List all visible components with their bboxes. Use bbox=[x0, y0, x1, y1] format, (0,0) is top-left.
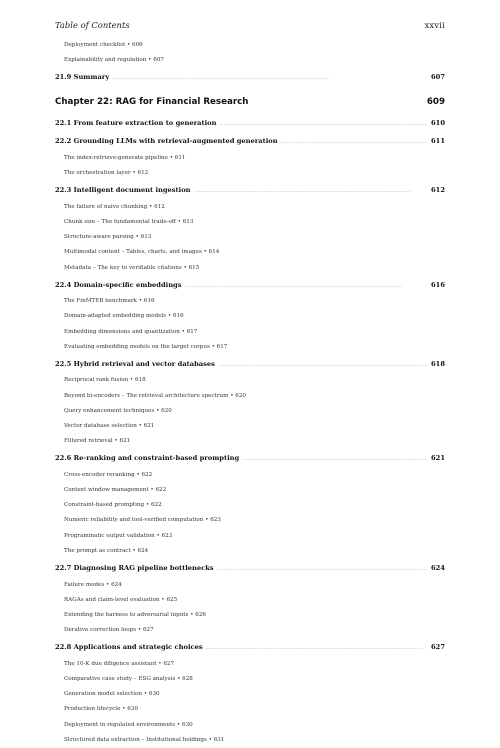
dot-leader bbox=[218, 356, 428, 374]
toc-subentry[interactable] bbox=[55, 309, 445, 324]
toc-section-entry[interactable] bbox=[55, 133, 445, 151]
toc-chapter-entry[interactable] bbox=[55, 91, 445, 113]
toc-section-entry[interactable] bbox=[55, 560, 445, 578]
toc-section-entry[interactable] bbox=[55, 450, 445, 468]
toc-subentry[interactable] bbox=[55, 404, 445, 419]
toc-subentry-text: Filtered retrieval • 621 bbox=[64, 438, 131, 445]
toc-subentry-text: Multimodal content – Tables, charts, and images • 614 bbox=[64, 249, 220, 256]
toc-section-title: 22.3 Intelligent document ingestion bbox=[55, 186, 191, 195]
toc-section-entry[interactable] bbox=[55, 639, 445, 657]
toc-subentry-text: Deployment checklist • 606 bbox=[64, 42, 143, 48]
toc-subentry-text: Domain-adapted embedding models • 616 bbox=[64, 313, 184, 320]
toc-subentry-text: Generation model selection • 630 bbox=[64, 691, 160, 698]
toc-subentry-text: Production lifecycle • 630 bbox=[64, 706, 138, 713]
toc-subentry-text: The orchestration layer • 612 bbox=[64, 170, 149, 177]
toc-subentry-text: Context window management • 622 bbox=[64, 487, 167, 494]
toc-section-title: 22.4 Domain-specific embeddings bbox=[55, 280, 182, 289]
toc-section-entry[interactable] bbox=[55, 356, 445, 374]
toc-subentry[interactable] bbox=[55, 483, 445, 498]
toc-section-title: 22.8 Applications and strategic choices bbox=[55, 643, 203, 652]
toc-subentry[interactable] bbox=[55, 200, 445, 215]
toc-subentry[interactable] bbox=[55, 529, 445, 544]
toc-section-title: 22.5 Hybrid retrieval and vector databases bbox=[55, 359, 215, 368]
toc-subentry-text: Cross-encoder reranking • 622 bbox=[64, 471, 153, 478]
toc-section-entry[interactable] bbox=[55, 115, 445, 133]
toc-subentry[interactable] bbox=[55, 513, 445, 528]
toc-subentry-text: Explainability and regulation • 607 bbox=[64, 57, 164, 64]
toc-section-page: 621 bbox=[431, 454, 445, 463]
toc-subentry-text: Chunk size – The fundamental trade-off • 613 bbox=[64, 218, 194, 225]
toc-subentry[interactable] bbox=[55, 593, 445, 608]
toc-subentry-text: Numeric reliability and tool-verified computation • 623 bbox=[64, 517, 221, 524]
toc-chapter-title: Chapter 22: RAG for Financial Research bbox=[55, 96, 249, 107]
toc-section-entry[interactable] bbox=[55, 69, 445, 87]
toc-subentry-text: Iterative correction loops • 627 bbox=[64, 627, 154, 634]
toc-section-page: 610 bbox=[431, 118, 445, 127]
toc-section-page: 618 bbox=[431, 359, 445, 368]
toc-subentry[interactable] bbox=[55, 325, 445, 340]
toc-subentry-text: The prompt as contract • 624 bbox=[64, 547, 149, 554]
dot-leader bbox=[217, 560, 428, 578]
toc-subentry[interactable] bbox=[55, 215, 445, 230]
toc-section-page: 624 bbox=[431, 564, 445, 572]
toc-subentry-text: The FinMTEB benchmark • 616 bbox=[64, 298, 155, 305]
toc-subentry-text: Structure-aware parsing • 613 bbox=[64, 234, 152, 241]
toc-subentry[interactable] bbox=[55, 245, 445, 260]
toc-section-title: 22.7 Diagnosing RAG pipeline bottlenecks bbox=[55, 564, 214, 572]
toc-subentry-text: Evaluating embedding models on the target corpus • 617 bbox=[64, 343, 228, 350]
toc-subentry-text: Deployment in regulated environments • 630 bbox=[64, 721, 193, 728]
running-header-title: Table of Contents bbox=[55, 20, 130, 30]
toc-subentry[interactable] bbox=[55, 672, 445, 687]
toc-subentry[interactable] bbox=[55, 373, 445, 388]
toc-subentry-text: Failure modes • 624 bbox=[64, 581, 122, 588]
toc-section-page: 607 bbox=[431, 73, 445, 82]
toc-subentry[interactable] bbox=[55, 578, 445, 593]
toc-subentry[interactable] bbox=[55, 702, 445, 717]
toc-subentry[interactable] bbox=[55, 340, 445, 355]
toc-subentry[interactable] bbox=[55, 657, 445, 672]
toc-subentry[interactable] bbox=[55, 166, 445, 181]
toc-section-title: 21.9 Summary bbox=[55, 73, 110, 82]
dot-leader bbox=[194, 182, 429, 200]
toc-subentry-text: Reciprocal rank fusion • 618 bbox=[64, 377, 146, 384]
running-header bbox=[55, 20, 445, 30]
toc-subentry[interactable] bbox=[55, 687, 445, 702]
toc-subentry-text: The 10-K due diligence assistant • 627 bbox=[64, 660, 175, 667]
toc-section-title: 22.6 Re-ranking and constraint-based prompting bbox=[55, 454, 240, 463]
toc-section-page: 616 bbox=[431, 280, 445, 289]
toc-subentry-text: Query enhancement techniques • 620 bbox=[64, 407, 172, 414]
toc-section-entry[interactable] bbox=[55, 277, 445, 295]
toc-subentry[interactable] bbox=[55, 608, 445, 623]
toc-sections bbox=[55, 115, 445, 748]
toc-subentry-text: Embedding dimensions and quantization • 617 bbox=[64, 328, 198, 335]
dot-leader bbox=[206, 639, 428, 657]
toc-section-page: 612 bbox=[431, 186, 445, 195]
toc-section-page: 627 bbox=[431, 643, 445, 652]
toc-section-title: 22.1 From feature extraction to generation bbox=[55, 118, 217, 127]
toc-subentry[interactable] bbox=[55, 623, 445, 638]
toc-subentry-text: Constraint-based prompting • 622 bbox=[64, 502, 162, 509]
toc-subentry-text: Comparative case study – ESG analysis • 628 bbox=[64, 675, 193, 682]
toc-subentry-text: Programmatic output validation • 623 bbox=[64, 532, 173, 539]
toc-subentry[interactable] bbox=[55, 434, 445, 449]
toc-subentry[interactable] bbox=[55, 544, 445, 559]
dot-leader bbox=[112, 69, 428, 87]
toc-subentry-text: Vector database selection • 621 bbox=[64, 423, 155, 429]
toc-subentry-text: Structured data extraction – Institutional holdings • 631 bbox=[64, 736, 225, 743]
toc-chapter-page: 609 bbox=[426, 96, 445, 107]
toc-subentry[interactable] bbox=[55, 294, 445, 309]
toc-subentry-text: The index-retrieve-generate pipeline • 611 bbox=[64, 154, 186, 161]
toc-subentry-text: RAGAs and claim-level evaluation • 625 bbox=[64, 596, 178, 603]
toc-section-entry[interactable] bbox=[55, 182, 445, 200]
toc-subentry[interactable] bbox=[55, 498, 445, 513]
toc-subentry[interactable] bbox=[55, 38, 445, 53]
table-of-contents bbox=[55, 38, 445, 748]
toc-subentry[interactable] bbox=[55, 53, 445, 68]
toc-subentry[interactable] bbox=[55, 419, 445, 434]
dot-leader bbox=[185, 277, 429, 295]
toc-subentry[interactable] bbox=[55, 261, 445, 276]
dot-leader bbox=[242, 450, 428, 468]
toc-subentry-text: Extending the harness to adversarial inputs • 626 bbox=[64, 611, 206, 618]
toc-subentry[interactable] bbox=[55, 468, 445, 483]
dot-leader bbox=[219, 115, 428, 133]
toc-section-title: 22.2 Grounding LLMs with retrieval-augmented generation bbox=[55, 137, 278, 146]
toc-subentry[interactable] bbox=[55, 718, 445, 733]
toc-subentry-text: Beyond bi-encoders – The retrieval architecture spectrum • 620 bbox=[64, 392, 246, 399]
toc-subentry[interactable] bbox=[55, 230, 445, 245]
toc-subentry[interactable] bbox=[55, 151, 445, 166]
toc-section-page: 611 bbox=[431, 137, 445, 146]
toc-subentry-text: The failure of naive chunking • 612 bbox=[64, 203, 165, 210]
toc-subentry[interactable] bbox=[55, 389, 445, 404]
page-number: xxvii bbox=[424, 20, 445, 30]
toc-subentry-text: Metadata – The key to verifiable citations • 615 bbox=[64, 264, 200, 271]
dot-leader bbox=[281, 133, 428, 151]
toc-subentry[interactable] bbox=[55, 733, 445, 748]
